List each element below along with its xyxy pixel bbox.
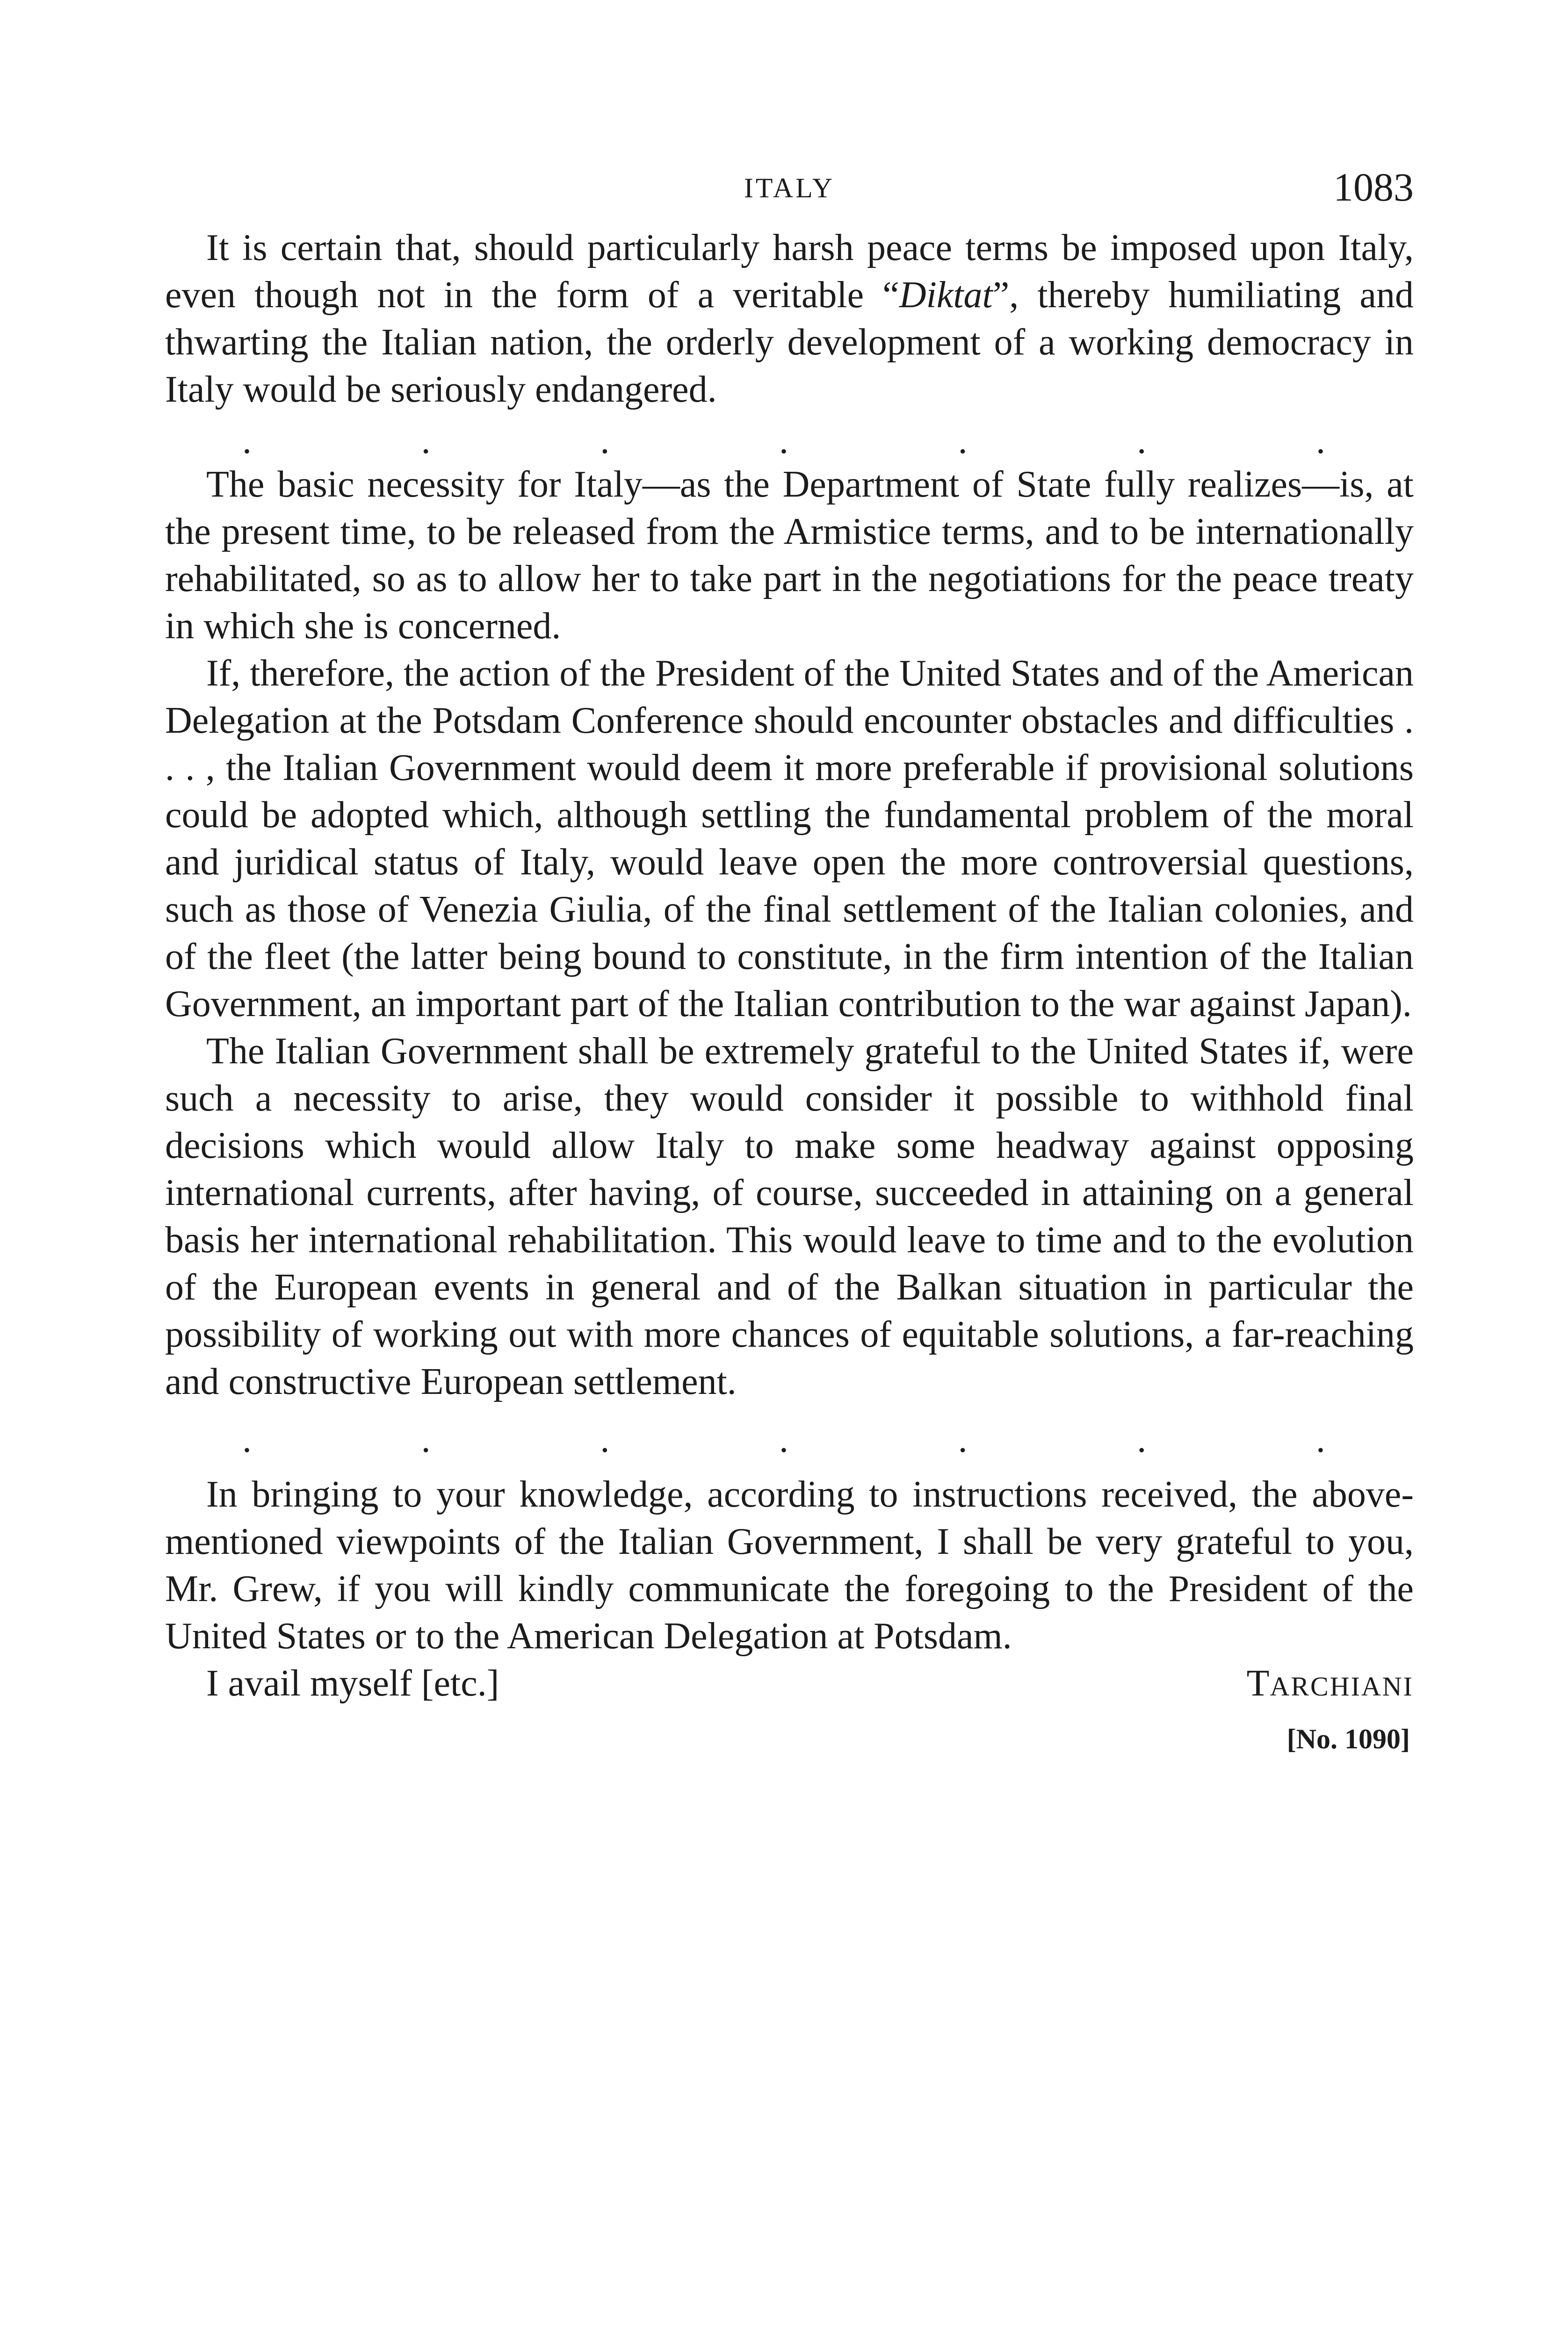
ellipsis-dot: . bbox=[242, 420, 252, 462]
signature-initial: T bbox=[1246, 1663, 1270, 1704]
running-head bbox=[165, 154, 1414, 224]
ellipsis-dots-row bbox=[242, 1420, 1325, 1471]
signature-small-caps: ARCHIANI bbox=[1270, 1671, 1414, 1702]
running-title: ITALY bbox=[744, 173, 835, 203]
ellipsis-dot: . bbox=[958, 1419, 968, 1460]
ellipsis-dot: . bbox=[600, 420, 610, 462]
paragraph-italian-government-grateful: The Italian Government shall be extremely grateful to the United States if, were such a necessity to arise, they would consider it possible to withhold final decisions which would allow Italy to make some headway against opposing international currents, after having, of course, succeeded in attaining on a general basis her international rehabilitation. This would leave to time and to the evolution of the European events in general and of the Balkan situation in particular the possibility of working out with more chances of equitable solutions, a far-reaching and constructive European settlement. bbox=[165, 1031, 1414, 1402]
complimentary-close: I avail myself [etc.] bbox=[206, 1663, 499, 1704]
document-page bbox=[165, 154, 1414, 1755]
ellipsis-dot: . bbox=[421, 1419, 431, 1460]
ellipsis-dot: . bbox=[242, 1419, 252, 1460]
ellipsis-dots-row bbox=[242, 421, 1325, 461]
paragraph-potsdam-conference: If, therefore, the action of the President of the United States and of the American Delegation at the Potsdam Conference should encounter obstacles and difficulties . . . , the Italian Government would deem it more preferable if provisional solutions could be adopted which, although settling the fundamental problem of the moral and juridical status of Italy, would leave open the more controversial questions, such as those of Venezia Giulia, of the final settlement of the Italian colonies, and of the fleet (the latter being bound to constitute, in the firm intention of the Italian Government, an important part of the Italian contribution to the war against Japan). bbox=[165, 653, 1414, 1025]
paragraph-1-text-end: ”, thereby humiliating and thwarting the Italian nation, the orderly development of a working democracy in Italy would be seriously endangered. bbox=[165, 274, 1414, 410]
paragraph-harsh-peace-terms bbox=[165, 224, 1414, 413]
ellipsis-dot: . bbox=[1137, 1419, 1147, 1460]
paragraph-mr-grew-request: In bringing to your knowledge, according to instructions received, the above-mentioned viewpoints of the Italian Government, I shall be very grateful to you, Mr. Grew, if you will kindly communicate the foregoing to the President of the United States or to the American Delegation at Potsdam. bbox=[165, 1474, 1414, 1657]
ellipsis-dot: . bbox=[779, 420, 788, 462]
ellipsis-dot: . bbox=[958, 420, 968, 462]
paragraph-basic-necessity: The basic necessity for Italy—as the Department of State fully realizes—is, at the present time, to be released from the Armistice terms, and to be internationally rehabilitated, so as to allow her to take part in the negotiations for the peace treaty in which she is concerned. bbox=[165, 464, 1414, 647]
ellipsis-dot: . bbox=[779, 1419, 788, 1460]
signature bbox=[1247, 1660, 1414, 1710]
ellipsis-dot: . bbox=[1137, 420, 1147, 462]
diktat-italic: Diktat bbox=[899, 274, 993, 316]
ellipsis-dot: . bbox=[1315, 1419, 1325, 1460]
ellipsis-dot: . bbox=[1315, 420, 1325, 462]
ellipsis-dot: . bbox=[600, 1419, 610, 1460]
page-number: 1083 bbox=[1333, 165, 1414, 209]
paragraph-1-text-start: It is certain that, should particularly harsh peace terms be imposed upon Italy, even though not in the form of a veritable “ bbox=[165, 227, 1414, 316]
ellipsis-dot: . bbox=[421, 420, 431, 462]
document-number: [No. 1090] bbox=[1286, 1724, 1410, 1754]
closing-line bbox=[165, 1660, 1414, 1710]
